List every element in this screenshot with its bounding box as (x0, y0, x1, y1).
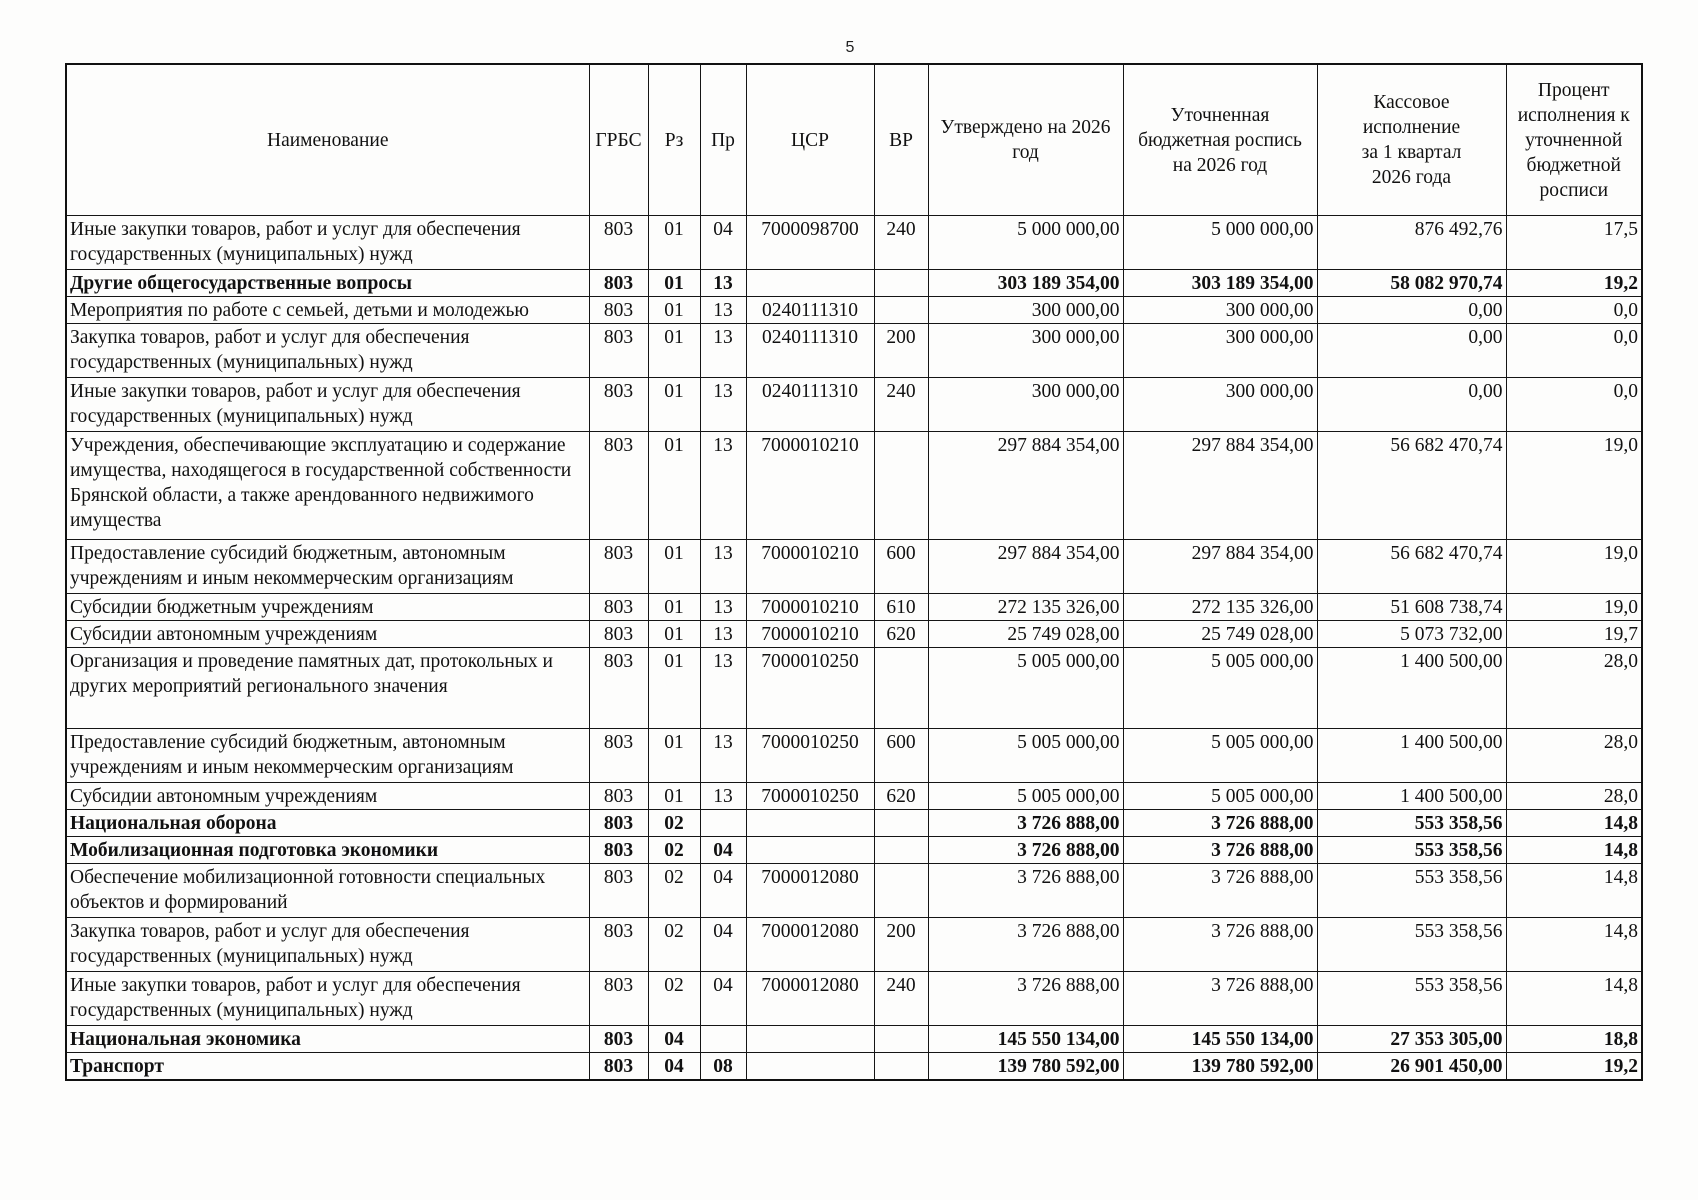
cell-pr (700, 810, 746, 837)
header-approved: Утверждено на 2026 год (928, 64, 1123, 216)
cell-refined: 5 000 000,00 (1123, 216, 1317, 270)
cell-grbs: 803 (589, 810, 648, 837)
cell-name: Организация и проведение памятных дат, протокольных и других мероприятий регионального значения (66, 648, 589, 729)
cell-cash: 553 358,56 (1317, 918, 1506, 972)
cell-pr: 13 (700, 324, 746, 378)
cell-percent: 28,0 (1506, 729, 1642, 783)
cell-csr: 7000010210 (746, 432, 874, 540)
table-row (66, 1053, 1642, 1081)
cell-csr (746, 1053, 874, 1081)
cell-pr: 13 (700, 783, 746, 810)
cell-rz: 01 (648, 648, 700, 729)
cell-rz: 01 (648, 297, 700, 324)
cell-approved: 5 005 000,00 (928, 648, 1123, 729)
cell-name: Закупка товаров, работ и услуг для обеспечения государственных (муниципальных) нужд (66, 918, 589, 972)
cell-refined: 3 726 888,00 (1123, 810, 1317, 837)
cell-vr: 240 (874, 216, 928, 270)
cell-grbs: 803 (589, 729, 648, 783)
cell-grbs: 803 (589, 1026, 648, 1053)
cell-grbs: 803 (589, 540, 648, 594)
cell-name: Национальная экономика (66, 1026, 589, 1053)
cell-cash: 553 358,56 (1317, 972, 1506, 1026)
cell-grbs: 803 (589, 783, 648, 810)
cell-pr (700, 1026, 746, 1053)
cell-rz: 01 (648, 270, 700, 297)
cell-grbs: 803 (589, 297, 648, 324)
cell-csr: 7000012080 (746, 864, 874, 918)
header-cash: Кассовое исполнение за 1 квартал 2026 года (1317, 64, 1506, 216)
cell-name: Иные закупки товаров, работ и услуг для обеспечения государственных (муниципальных) нужд (66, 378, 589, 432)
cell-refined: 3 726 888,00 (1123, 837, 1317, 864)
cell-refined: 300 000,00 (1123, 324, 1317, 378)
cell-csr: 0240111310 (746, 297, 874, 324)
table-row (66, 810, 1642, 837)
cell-refined: 25 749 028,00 (1123, 621, 1317, 648)
cell-vr (874, 648, 928, 729)
cell-approved: 3 726 888,00 (928, 864, 1123, 918)
table-row (66, 378, 1642, 432)
cell-grbs: 803 (589, 918, 648, 972)
cell-name: Мероприятия по работе с семьей, детьми и молодежью (66, 297, 589, 324)
cell-cash: 1 400 500,00 (1317, 729, 1506, 783)
cell-approved: 3 726 888,00 (928, 837, 1123, 864)
cell-percent: 14,8 (1506, 837, 1642, 864)
cell-grbs: 803 (589, 378, 648, 432)
cell-approved: 5 005 000,00 (928, 729, 1123, 783)
table-row (66, 540, 1642, 594)
cell-vr: 600 (874, 729, 928, 783)
cell-rz: 01 (648, 540, 700, 594)
cell-vr: 200 (874, 324, 928, 378)
cell-rz: 02 (648, 810, 700, 837)
cell-csr: 7000010210 (746, 540, 874, 594)
cell-refined: 3 726 888,00 (1123, 918, 1317, 972)
cell-csr: 7000010210 (746, 594, 874, 621)
cell-refined: 3 726 888,00 (1123, 972, 1317, 1026)
cell-approved: 5 005 000,00 (928, 783, 1123, 810)
cell-approved: 303 189 354,00 (928, 270, 1123, 297)
cell-pr: 13 (700, 594, 746, 621)
cell-cash: 27 353 305,00 (1317, 1026, 1506, 1053)
cell-pr: 04 (700, 918, 746, 972)
cell-rz: 01 (648, 783, 700, 810)
header-csr: ЦСР (746, 64, 874, 216)
cell-grbs: 803 (589, 432, 648, 540)
header-percent: Процент исполнения к уточненной бюджетной росписи (1506, 64, 1642, 216)
cell-refined: 139 780 592,00 (1123, 1053, 1317, 1081)
cell-csr: 7000010250 (746, 729, 874, 783)
cell-csr (746, 810, 874, 837)
cell-approved: 3 726 888,00 (928, 810, 1123, 837)
cell-csr (746, 837, 874, 864)
cell-rz: 02 (648, 864, 700, 918)
cell-pr: 13 (700, 432, 746, 540)
cell-approved: 300 000,00 (928, 297, 1123, 324)
cell-grbs: 803 (589, 837, 648, 864)
table-header (66, 64, 1642, 216)
table-row (66, 216, 1642, 270)
cell-approved: 3 726 888,00 (928, 918, 1123, 972)
cell-vr (874, 297, 928, 324)
cell-percent: 19,0 (1506, 432, 1642, 540)
cell-percent: 19,2 (1506, 1053, 1642, 1081)
cell-vr (874, 270, 928, 297)
table-row (66, 297, 1642, 324)
table-row (66, 729, 1642, 783)
cell-percent: 18,8 (1506, 1026, 1642, 1053)
cell-vr: 200 (874, 918, 928, 972)
cell-name: Обеспечение мобилизационной готовности специальных объектов и формирований (66, 864, 589, 918)
cell-vr (874, 864, 928, 918)
table-row (66, 648, 1642, 729)
cell-grbs: 803 (589, 972, 648, 1026)
cell-cash: 0,00 (1317, 297, 1506, 324)
cell-vr: 620 (874, 783, 928, 810)
cell-name: Национальная оборона (66, 810, 589, 837)
cell-rz: 02 (648, 918, 700, 972)
cell-percent: 14,8 (1506, 972, 1642, 1026)
cell-grbs: 803 (589, 1053, 648, 1081)
cell-vr (874, 810, 928, 837)
table-row (66, 1026, 1642, 1053)
table-row (66, 324, 1642, 378)
cell-refined: 5 005 000,00 (1123, 729, 1317, 783)
cell-cash: 553 358,56 (1317, 864, 1506, 918)
cell-csr: 7000010250 (746, 783, 874, 810)
cell-pr: 13 (700, 378, 746, 432)
cell-approved: 272 135 326,00 (928, 594, 1123, 621)
cell-cash: 876 492,76 (1317, 216, 1506, 270)
cell-percent: 19,0 (1506, 540, 1642, 594)
header-name: Наименование (66, 64, 589, 216)
cell-refined: 300 000,00 (1123, 297, 1317, 324)
cell-csr: 7000010250 (746, 648, 874, 729)
cell-pr: 13 (700, 729, 746, 783)
cell-rz: 01 (648, 729, 700, 783)
cell-pr: 04 (700, 972, 746, 1026)
header-refined: Уточненная бюджетная роспись на 2026 год (1123, 64, 1317, 216)
cell-pr: 04 (700, 864, 746, 918)
table-row (66, 594, 1642, 621)
header-grbs: ГРБС (589, 64, 648, 216)
cell-name: Предоставление субсидий бюджетным, автономным учреждениям и иным некоммерческим организациям (66, 729, 589, 783)
cell-csr: 7000010210 (746, 621, 874, 648)
table-row (66, 621, 1642, 648)
budget-table (65, 63, 1643, 1081)
table-row (66, 432, 1642, 540)
cell-refined: 303 189 354,00 (1123, 270, 1317, 297)
cell-vr: 620 (874, 621, 928, 648)
cell-name: Субсидии бюджетным учреждениям (66, 594, 589, 621)
cell-cash: 58 082 970,74 (1317, 270, 1506, 297)
cell-name: Иные закупки товаров, работ и услуг для обеспечения государственных (муниципальных) нужд (66, 972, 589, 1026)
cell-grbs: 803 (589, 270, 648, 297)
cell-percent: 0,0 (1506, 297, 1642, 324)
cell-cash: 51 608 738,74 (1317, 594, 1506, 621)
header-pr: Пр (700, 64, 746, 216)
cell-refined: 3 726 888,00 (1123, 864, 1317, 918)
cell-approved: 25 749 028,00 (928, 621, 1123, 648)
cell-rz: 01 (648, 216, 700, 270)
cell-rz: 04 (648, 1026, 700, 1053)
cell-rz: 01 (648, 594, 700, 621)
cell-refined: 297 884 354,00 (1123, 540, 1317, 594)
cell-rz: 01 (648, 324, 700, 378)
cell-approved: 300 000,00 (928, 378, 1123, 432)
cell-pr: 13 (700, 270, 746, 297)
cell-refined: 272 135 326,00 (1123, 594, 1317, 621)
cell-approved: 300 000,00 (928, 324, 1123, 378)
cell-name: Другие общегосударственные вопросы (66, 270, 589, 297)
table-row (66, 864, 1642, 918)
cell-cash: 5 073 732,00 (1317, 621, 1506, 648)
cell-grbs: 803 (589, 324, 648, 378)
header-rz: Рз (648, 64, 700, 216)
cell-csr: 7000012080 (746, 972, 874, 1026)
cell-grbs: 803 (589, 864, 648, 918)
cell-cash: 56 682 470,74 (1317, 432, 1506, 540)
cell-percent: 0,0 (1506, 324, 1642, 378)
cell-cash: 1 400 500,00 (1317, 783, 1506, 810)
cell-vr (874, 1053, 928, 1081)
cell-pr: 08 (700, 1053, 746, 1081)
cell-grbs: 803 (589, 216, 648, 270)
cell-rz: 04 (648, 1053, 700, 1081)
cell-approved: 297 884 354,00 (928, 432, 1123, 540)
cell-percent: 0,0 (1506, 378, 1642, 432)
cell-rz: 01 (648, 378, 700, 432)
cell-rz: 01 (648, 432, 700, 540)
cell-rz: 02 (648, 837, 700, 864)
cell-csr (746, 270, 874, 297)
cell-percent: 14,8 (1506, 810, 1642, 837)
cell-approved: 5 000 000,00 (928, 216, 1123, 270)
page-number: 5 (845, 39, 855, 56)
cell-name: Закупка товаров, работ и услуг для обеспечения государственных (муниципальных) нужд (66, 324, 589, 378)
table-row (66, 972, 1642, 1026)
cell-pr: 13 (700, 297, 746, 324)
cell-pr: 04 (700, 216, 746, 270)
table-row (66, 783, 1642, 810)
cell-refined: 5 005 000,00 (1123, 783, 1317, 810)
cell-csr: 0240111310 (746, 378, 874, 432)
cell-percent: 14,8 (1506, 918, 1642, 972)
cell-name: Мобилизационная подготовка экономики (66, 837, 589, 864)
cell-refined: 5 005 000,00 (1123, 648, 1317, 729)
table-body (66, 216, 1642, 1081)
cell-refined: 300 000,00 (1123, 378, 1317, 432)
cell-percent: 19,0 (1506, 594, 1642, 621)
cell-grbs: 803 (589, 621, 648, 648)
cell-pr: 04 (700, 837, 746, 864)
cell-refined: 145 550 134,00 (1123, 1026, 1317, 1053)
cell-pr: 13 (700, 540, 746, 594)
table-row (66, 837, 1642, 864)
cell-percent: 28,0 (1506, 783, 1642, 810)
header-vr: ВР (874, 64, 928, 216)
cell-percent: 17,5 (1506, 216, 1642, 270)
cell-approved: 297 884 354,00 (928, 540, 1123, 594)
cell-name: Иные закупки товаров, работ и услуг для обеспечения государственных (муниципальных) нужд (66, 216, 589, 270)
cell-name: Субсидии автономным учреждениям (66, 621, 589, 648)
table-row (66, 918, 1642, 972)
cell-refined: 297 884 354,00 (1123, 432, 1317, 540)
cell-percent: 28,0 (1506, 648, 1642, 729)
cell-approved: 3 726 888,00 (928, 972, 1123, 1026)
cell-csr: 7000012080 (746, 918, 874, 972)
cell-cash: 26 901 450,00 (1317, 1053, 1506, 1081)
cell-cash: 1 400 500,00 (1317, 648, 1506, 729)
cell-cash: 553 358,56 (1317, 837, 1506, 864)
cell-percent: 14,8 (1506, 864, 1642, 918)
cell-rz: 01 (648, 621, 700, 648)
cell-percent: 19,2 (1506, 270, 1642, 297)
cell-vr: 240 (874, 378, 928, 432)
cell-grbs: 803 (589, 648, 648, 729)
cell-vr: 240 (874, 972, 928, 1026)
cell-cash: 0,00 (1317, 324, 1506, 378)
cell-pr: 13 (700, 621, 746, 648)
header-row (66, 64, 1642, 216)
cell-cash: 0,00 (1317, 378, 1506, 432)
cell-grbs: 803 (589, 594, 648, 621)
cell-percent: 19,7 (1506, 621, 1642, 648)
cell-csr: 0240111310 (746, 324, 874, 378)
cell-vr (874, 1026, 928, 1053)
cell-approved: 145 550 134,00 (928, 1026, 1123, 1053)
cell-pr: 13 (700, 648, 746, 729)
cell-csr (746, 1026, 874, 1053)
cell-approved: 139 780 592,00 (928, 1053, 1123, 1081)
cell-cash: 56 682 470,74 (1317, 540, 1506, 594)
cell-name: Учреждения, обеспечивающие эксплуатацию и содержание имущества, находящегося в государственной собственности Брянской области, а также арендованного недвижимого имущества (66, 432, 589, 540)
cell-vr (874, 837, 928, 864)
table-row (66, 270, 1642, 297)
cell-rz: 02 (648, 972, 700, 1026)
cell-csr: 7000098700 (746, 216, 874, 270)
cell-name: Предоставление субсидий бюджетным, автономным учреждениям и иным некоммерческим организациям (66, 540, 589, 594)
cell-cash: 553 358,56 (1317, 810, 1506, 837)
cell-vr: 600 (874, 540, 928, 594)
cell-name: Субсидии автономным учреждениям (66, 783, 589, 810)
cell-vr: 610 (874, 594, 928, 621)
cell-vr (874, 432, 928, 540)
cell-name: Транспорт (66, 1053, 589, 1081)
